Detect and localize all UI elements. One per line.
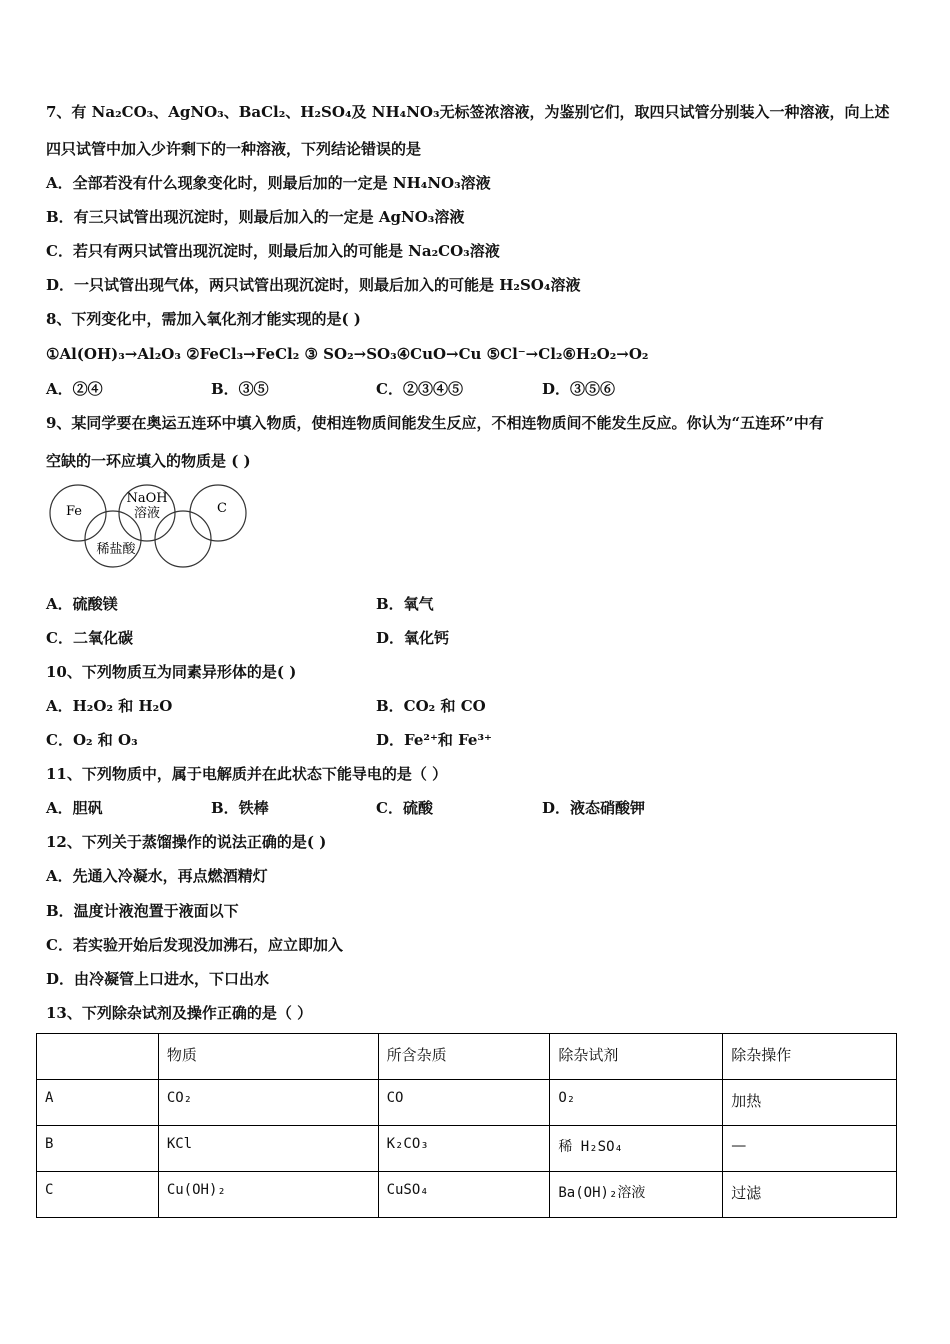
q11-stem: 11、下列物质中，属于电解质并在此状态下能导电的是（ ） xyxy=(46,765,448,783)
table-row xyxy=(37,1126,897,1172)
table-header-cell: 所含杂质 xyxy=(378,1034,550,1080)
table-row xyxy=(37,1080,897,1126)
q12-stem: 12、下列关于蒸馏操作的说法正确的是( ) xyxy=(46,833,327,851)
q8-option-a: A．②④ xyxy=(46,380,103,398)
table-header-cell: 物质 xyxy=(158,1034,378,1080)
q11-option-a: A．胆矾 xyxy=(46,799,103,817)
q8-stem: 8、下列变化中，需加入氧化剂才能实现的是( ) xyxy=(46,310,361,328)
q10-option-d: D．Fe²⁺和 Fe³⁺ xyxy=(376,731,492,749)
olympic-rings-svg xyxy=(46,484,252,572)
q8-option-c: C．②③④⑤ xyxy=(376,380,463,398)
q7-stem-line1: 7、有 Na₂CO₃、AgNO₃、BaCl₂、H₂SO₄及 NH₄NO₃无标签浓溶液，为鉴别它们，取四只试管分别装入一种溶液，向上述 xyxy=(46,103,890,121)
q13-stem: 13、下列除杂试剂及操作正确的是（ ） xyxy=(46,1004,313,1022)
table-cell: 过滤 xyxy=(723,1172,897,1218)
q7-option-b: B．有三只试管出现沉淀时，则最后加入的一定是 AgNO₃溶液 xyxy=(46,208,465,226)
q9-option-b: B．氧气 xyxy=(376,595,434,613)
table-cell: Ba(OH)₂溶液 xyxy=(550,1172,723,1218)
table-cell: A xyxy=(37,1080,159,1126)
ring-label-solution: 溶液 xyxy=(133,506,161,521)
table-header-cell: 除杂操作 xyxy=(723,1034,897,1080)
table-cell: B xyxy=(37,1126,159,1172)
table-cell: Cu(OH)₂ xyxy=(158,1172,378,1218)
q10-stem: 10、下列物质互为同素异形体的是( ) xyxy=(46,663,297,681)
ring-label-naoh: NaOH xyxy=(126,491,168,506)
q9-stem-line2: 空缺的一环应填入的物质是 ( ) xyxy=(46,452,251,470)
q10-option-c: C．O₂ 和 O₃ xyxy=(46,731,138,749)
q8-option-d: D．③⑤⑥ xyxy=(542,380,616,398)
ring-label-c: C xyxy=(217,501,227,516)
q8-option-b: B．③⑤ xyxy=(211,380,269,398)
q9-option-d: D．氧化钙 xyxy=(376,629,450,647)
q8-reactions: ①Al(OH)₃→Al₂O₃ ②FeCl₃→FeCl₂ ③ SO₂→SO₃④CuO→Cu ⑤Cl⁻→Cl₂⑥H₂O₂→O₂ xyxy=(46,345,649,363)
impurity-removal-table xyxy=(36,1033,897,1218)
table-header-cell xyxy=(37,1034,159,1080)
table-cell: C xyxy=(37,1172,159,1218)
table-cell: CuSO₄ xyxy=(378,1172,550,1218)
table-cell: K₂CO₃ xyxy=(378,1126,550,1172)
q12-option-a: A．先通入冷凝水，再点燃酒精灯 xyxy=(46,867,268,885)
ring-label-fe: Fe xyxy=(65,504,83,519)
table-cell: 加热 xyxy=(723,1080,897,1126)
q12-option-c: C．若实验开始后发现没加沸石，应立即加入 xyxy=(46,936,343,954)
q7-stem-line2: 四只试管中加入少许剩下的一种溶液，下列结论错误的是 xyxy=(46,140,422,158)
q12-option-d: D．由冷凝管上口进水，下口出水 xyxy=(46,970,270,988)
q10-option-a: A．H₂O₂ 和 H₂O xyxy=(46,697,173,715)
ring-blank xyxy=(155,511,211,567)
q9-option-a: A．硫酸镁 xyxy=(46,595,118,613)
table-cell: CO xyxy=(378,1080,550,1126)
ring-label-hcl: 稀盐酸 xyxy=(96,542,136,557)
q7-option-a: A．全部若没有什么现象变化时，则最后加的一定是 NH₄NO₃溶液 xyxy=(46,174,491,192)
q7-option-c: C．若只有两只试管出现沉淀时，则最后加入的可能是 Na₂CO₃溶液 xyxy=(46,242,500,260)
table-header-cell: 除杂试剂 xyxy=(550,1034,723,1080)
table-cell: — xyxy=(723,1126,897,1172)
table-row xyxy=(37,1172,897,1218)
table-cell: KCl xyxy=(158,1126,378,1172)
table-cell: O₂ xyxy=(550,1080,723,1126)
q9-option-c: C．二氧化碳 xyxy=(46,629,133,647)
ring-hcl xyxy=(85,511,141,567)
table-cell: CO₂ xyxy=(158,1080,378,1126)
q11-option-c: C．硫酸 xyxy=(376,799,433,817)
q11-option-b: B．铁棒 xyxy=(211,799,269,817)
q12-option-b: B．温度计液泡置于液面以下 xyxy=(46,902,239,920)
q7-option-d: D．一只试管出现气体，两只试管出现沉淀时，则最后加入的可能是 H₂SO₄溶液 xyxy=(46,276,581,294)
q10-option-b: B．CO₂ 和 CO xyxy=(376,697,486,715)
table-header-row xyxy=(37,1034,897,1080)
q9-stem-line1: 9、某同学要在奥运五连环中填入物质，使相连物质间能发生反应，不相连物质间不能发生反应。你认为“五连环”中有 xyxy=(46,414,824,432)
table-cell: 稀 H₂SO₄ xyxy=(550,1126,723,1172)
q11-option-d: D．液态硝酸钾 xyxy=(542,799,646,817)
olympic-rings-figure xyxy=(46,484,252,572)
